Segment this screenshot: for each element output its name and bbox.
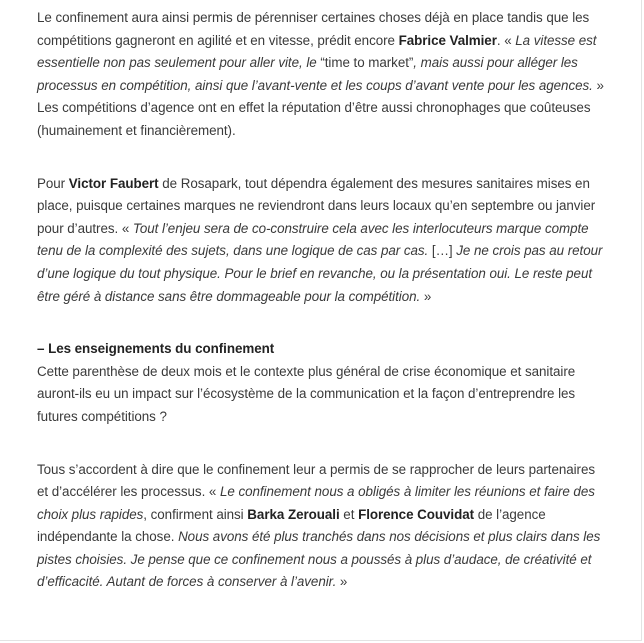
- text-run: »: [420, 288, 432, 304]
- paragraph-enseignements: [37, 338, 607, 428]
- text-run: Cette parenthèse de deux mois et le contexte plus général de crise économique et sanitaire auront-ils eu un impact sur l’écosystème de la communication et la façon d’entreprendre les futures compétitions ?: [37, 363, 576, 424]
- text-run: , confirment ainsi: [143, 506, 248, 522]
- text-run: Pour: [37, 175, 69, 191]
- text-run: de Rosapark, tout dépendra également des mesures sanitaires mises en place, puisque certaines marques ne reviendront dans leurs locaux qu’en septembre ou janvier pour d’autres. «: [37, 175, 596, 236]
- text-run: […]: [428, 243, 457, 259]
- text-run: de l’agence indépendante la chose.: [37, 506, 546, 545]
- person-name: Fabrice Valmier: [398, 32, 497, 48]
- paragraph-zerouali-couvidat: [37, 459, 607, 595]
- text-run: et: [339, 506, 359, 522]
- text-run: . «: [496, 32, 516, 48]
- quote-run: Tout l’enjeu sera de co-construire cela avec les interlocuteurs marque compte tenu de la complexité des sujets, dans une logique de cas par cas.: [37, 220, 589, 259]
- quote-run: Je ne crois pas au retour d’une logique du tout physique. Pour le brief en revanche, ou la présentation oui. Le reste peut être géré à distance sans être dommageable pour la compétition.: [37, 243, 603, 304]
- text-run: “time to market”: [320, 55, 414, 71]
- person-name: Barka Zerouali: [247, 506, 340, 522]
- article-body: [37, 7, 607, 594]
- text-run: Tous s’accordent à dire que le confinement leur a permis de se rapprocher de leurs partenaires et d’accélérer les processus. «: [37, 461, 596, 500]
- text-run: » Les compétitions d’agence ont en effet la réputation d’être aussi chronophages que coûteuses (humainement et financièrement).: [37, 77, 604, 138]
- quote-run: Nous avons été plus tranchés dans nos décisions et plus clairs dans les pistes choisies. Je pense que ce confinement nous a poussés à plus d’audace, de créativité et d’efficacité. Autant de forces à conserver à l’avenir.: [37, 529, 601, 590]
- quote-run: , mais aussi pour alléger les processus en compétition, ainsi que l’avant-vente et les coups d’avant vente pour les agences.: [37, 55, 593, 93]
- paragraph-valmier: [37, 7, 607, 143]
- paragraph-faubert: [37, 173, 607, 309]
- text-run: »: [336, 574, 348, 590]
- person-name: Florence Couvidat: [358, 506, 475, 522]
- section-heading: – Les enseignements du confinement: [37, 341, 275, 357]
- text-run: Le confinement aura ainsi permis de pérenniser certaines choses déjà en place tandis que les compétitions gagneront en agilité et en vitesse, prédit encore: [37, 10, 590, 48]
- quote-run: La vitesse est essentielle non pas seulement pour aller vite, le: [37, 32, 597, 71]
- person-name: Victor Faubert: [68, 175, 159, 191]
- quote-run: Le confinement nous a obligés à limiter les réunions et faire des choix plus rapides: [37, 484, 595, 522]
